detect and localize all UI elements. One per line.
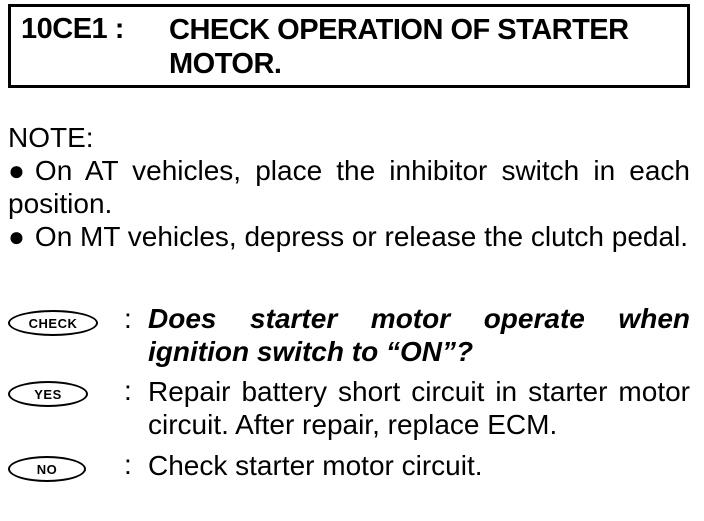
note-item	[8, 154, 690, 220]
check-question: Does starter motor operate when ignition switch to “ON”?	[148, 303, 690, 367]
bullet-icon: ●	[8, 221, 25, 252]
bullet-icon: ●	[8, 155, 25, 186]
step-title: CHECK OPERATION OF STARTER MOTOR.	[169, 14, 629, 80]
check-row	[8, 302, 690, 372]
note-label: NOTE:	[8, 122, 94, 153]
check-badge: CHECK	[8, 310, 98, 336]
yes-row	[8, 375, 690, 445]
yes-badge: YES	[8, 381, 88, 407]
no-action: Check starter motor circuit.	[148, 450, 483, 481]
note-block	[8, 121, 690, 253]
note-item-text: On AT vehicles, place the inhibitor switch in each position.	[8, 155, 690, 219]
no-row	[8, 451, 690, 521]
no-badge: NO	[8, 456, 86, 482]
note-item-text: On MT vehicles, depress or release the clutch pedal.	[34, 221, 689, 252]
no-colon: :	[124, 449, 132, 480]
yes-action: Repair battery short circuit in starter motor circuit. After repair, replace ECM.	[148, 376, 690, 440]
step-code: 10CE1 :	[21, 13, 124, 45]
yes-colon: :	[124, 375, 132, 406]
note-item	[8, 220, 690, 253]
step-title-box	[8, 4, 690, 88]
check-colon: :	[124, 303, 132, 334]
